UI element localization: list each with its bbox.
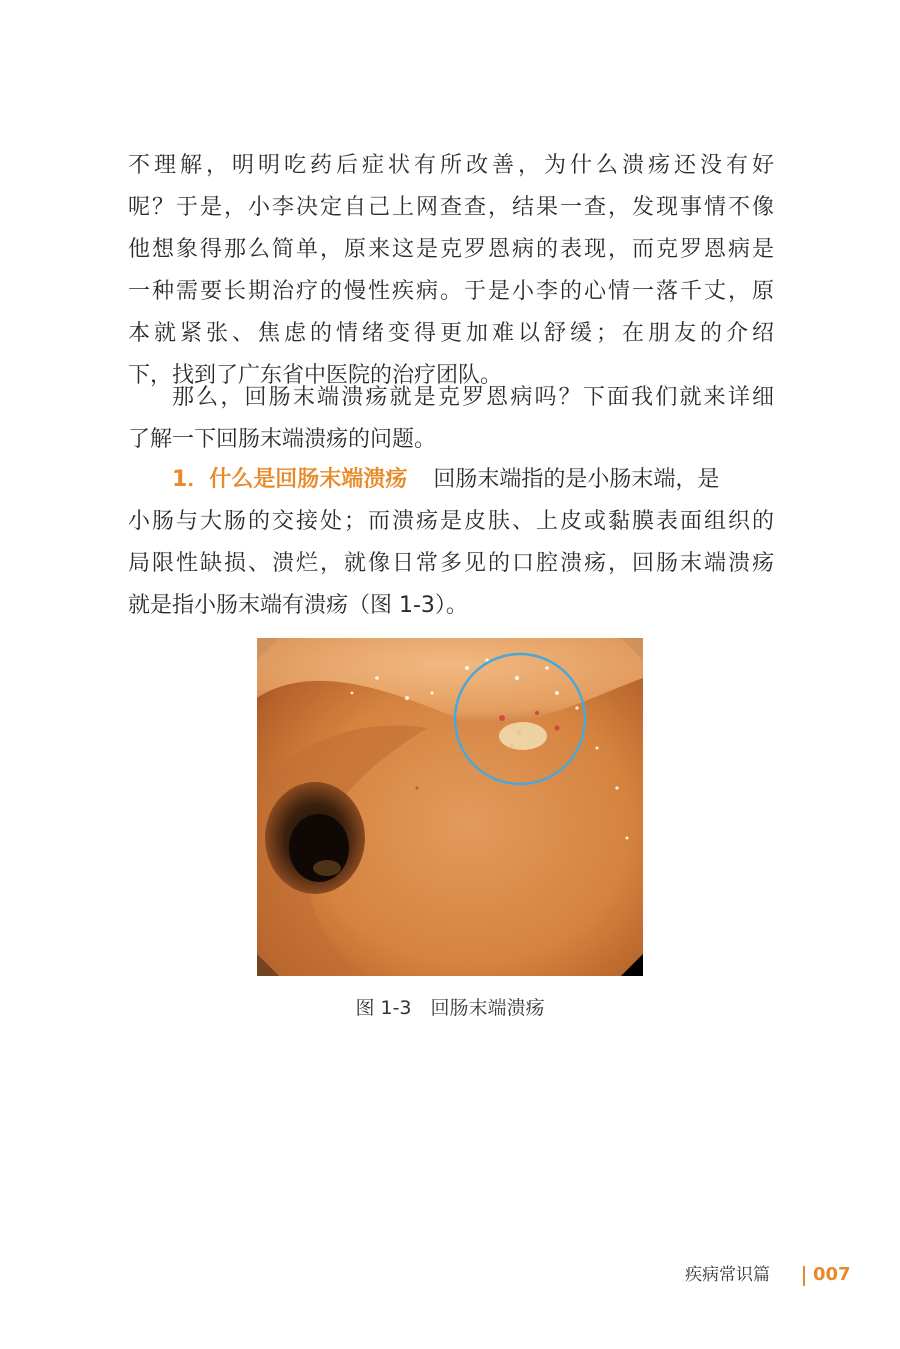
footer-section-title: 疾病常识篇 — [685, 1265, 770, 1285]
page-number: 007 — [813, 1264, 851, 1285]
section-lead-text: 回肠末端指的是小肠末端，是 — [433, 467, 720, 492]
text-line: 小肠与大肠的交接处；而溃疡是皮肤、上皮或黏膜表面组织的 — [128, 509, 774, 534]
text-line: 那么，回肠末端溃疡就是克罗恩病吗？下面我们就来详细 — [172, 385, 774, 410]
text-line: 下，找到了广东省中医院的治疗团队。 — [128, 363, 503, 388]
endoscopy-figure — [257, 638, 643, 976]
text-line: 本就紧张、焦虑的情绪变得更加难以舒缓；在朋友的介绍 — [128, 321, 774, 346]
text-line: 就是指小肠末端有溃疡（图 1-3）。 — [128, 593, 468, 618]
figure-caption: 图 1-3 回肠末端溃疡 — [355, 997, 545, 1019]
footer-divider — [803, 1266, 805, 1286]
section-1-first-line — [128, 460, 774, 500]
text-line: 局限性缺损、溃烂，就像日常多见的口腔溃疡，回肠末端溃疡 — [128, 551, 774, 576]
text-line: 了解一下回肠末端溃疡的问题。 — [128, 427, 437, 452]
text-line: 他想象得那么简单，原来这是克罗恩病的表现，而克罗恩病是 — [128, 237, 774, 262]
text-line: 呢？于是，小李决定自己上网查查，结果一查，发现事情不像 — [128, 195, 774, 220]
text-line: 不理解，明明吃药后症状有所改善，为什么溃疡还没有好 — [128, 153, 774, 178]
text-line: 一种需要长期治疗的慢性疾病。于是小李的心情一落千丈，原 — [128, 279, 774, 304]
endoscopy-image — [257, 638, 643, 976]
section-heading: 1．什么是回肠末端溃疡 — [172, 467, 408, 492]
